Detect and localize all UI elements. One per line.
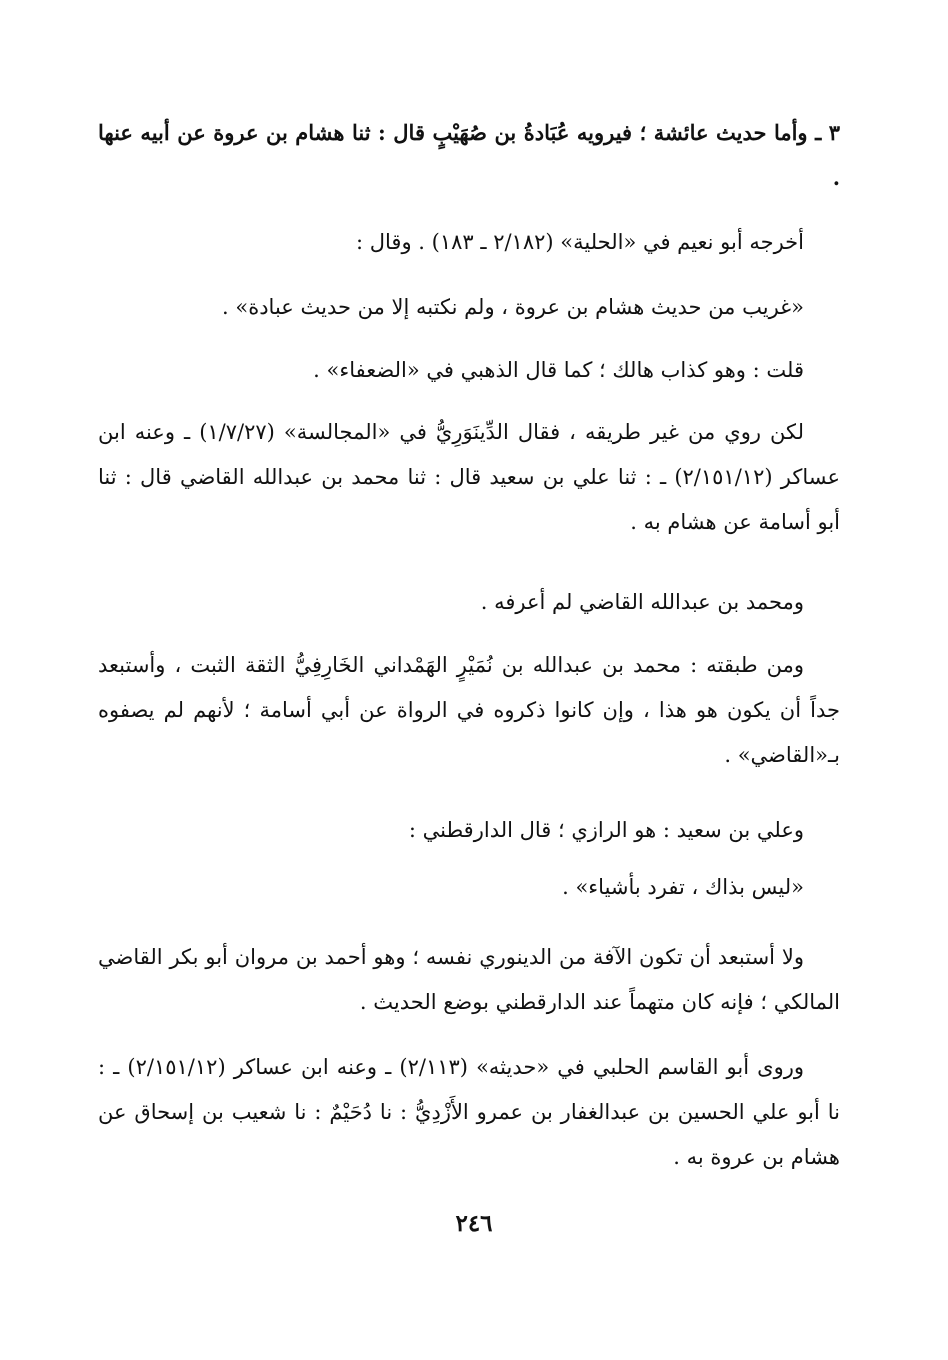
paragraph-aisha-hadith: ٣ ـ وأما حديث عائشة ؛ فيرويه عُبَادةُ بن صُهَيْبٍ قال : ثنا هشام بن عروة عن أبيه عنها . bbox=[98, 120, 840, 190]
paragraph-abu-nuaim-takhrij: أخرجه أبو نعيم في «الحلية» (٢/١٨٢ ـ ١٨٣) . وقال : bbox=[356, 230, 804, 254]
paragraph-quote-daraqutni: «ليس بذاك ، تفرد بأشياء» . bbox=[562, 875, 804, 899]
paragraph-ibn-numayr: ومن طبقته : محمد بن عبدالله بن نُمَيْرٍ الهَمْداني الخَارِفِيُّ الثقة الثبت ، وأستبعد جداً أن يكون هو هذا ، وإن كانوا ذكروه في الرواة عن أبي أسامة ؛ لأنهم لم يصفوه بـ«القاضي» . bbox=[98, 653, 840, 767]
paragraph-dhahabi-verdict: قلت : وهو كذاب هالك ؛ كما قال الذهبي في «الضعفاء» . bbox=[313, 358, 804, 382]
paragraph-quote-ghareeb: «غريب من حديث هشام بن عروة ، ولم نكتبه إلا من حديث عبادة» . bbox=[222, 295, 804, 319]
paragraph-dinawari-route: لكن روي من غير طريقه ، فقال الدِّينَوَرِيُّ في «المجالسة» (١/٧/٢٧) ـ وعنه ابن عساكر (٢/١٥١/١٢) ـ : ثنا علي بن سعيد قال : ثنا محمد بن عبدالله القاضي قال : ثنا أبو أسامة عن هشام به . bbox=[98, 420, 840, 534]
paragraph-dinawari-accused: ولا أستبعد أن تكون الآفة من الدينوري نفسه ؛ وهو أحمد بن مروان أبو بكر القاضي المالكي ؛ فإنه كان متهماً عند الدارقطني بوضع الحديث . bbox=[98, 945, 840, 1014]
paragraph-halabi-route: وروى أبو القاسم الحلبي في «حديثه» (٢/١١٣) ـ وعنه ابن عساكر (٢/١٥١/١٢) ـ : نا أبو علي الحسين بن عبدالغفار بن عمرو الأَزْدِيُّ : نا دُحَيْمٌ : نا شعيب بن إسحاق عن هشام بن عروة به . bbox=[98, 1055, 840, 1169]
paragraph-ali-ibn-said: وعلي بن سعيد : هو الرازي ؛ قال الدارقطني : bbox=[408, 818, 804, 842]
page-number: ٢٤٦ bbox=[455, 1210, 493, 1237]
paragraph-qadi-unknown: ومحمد بن عبدالله القاضي لم أعرفه . bbox=[480, 590, 804, 614]
